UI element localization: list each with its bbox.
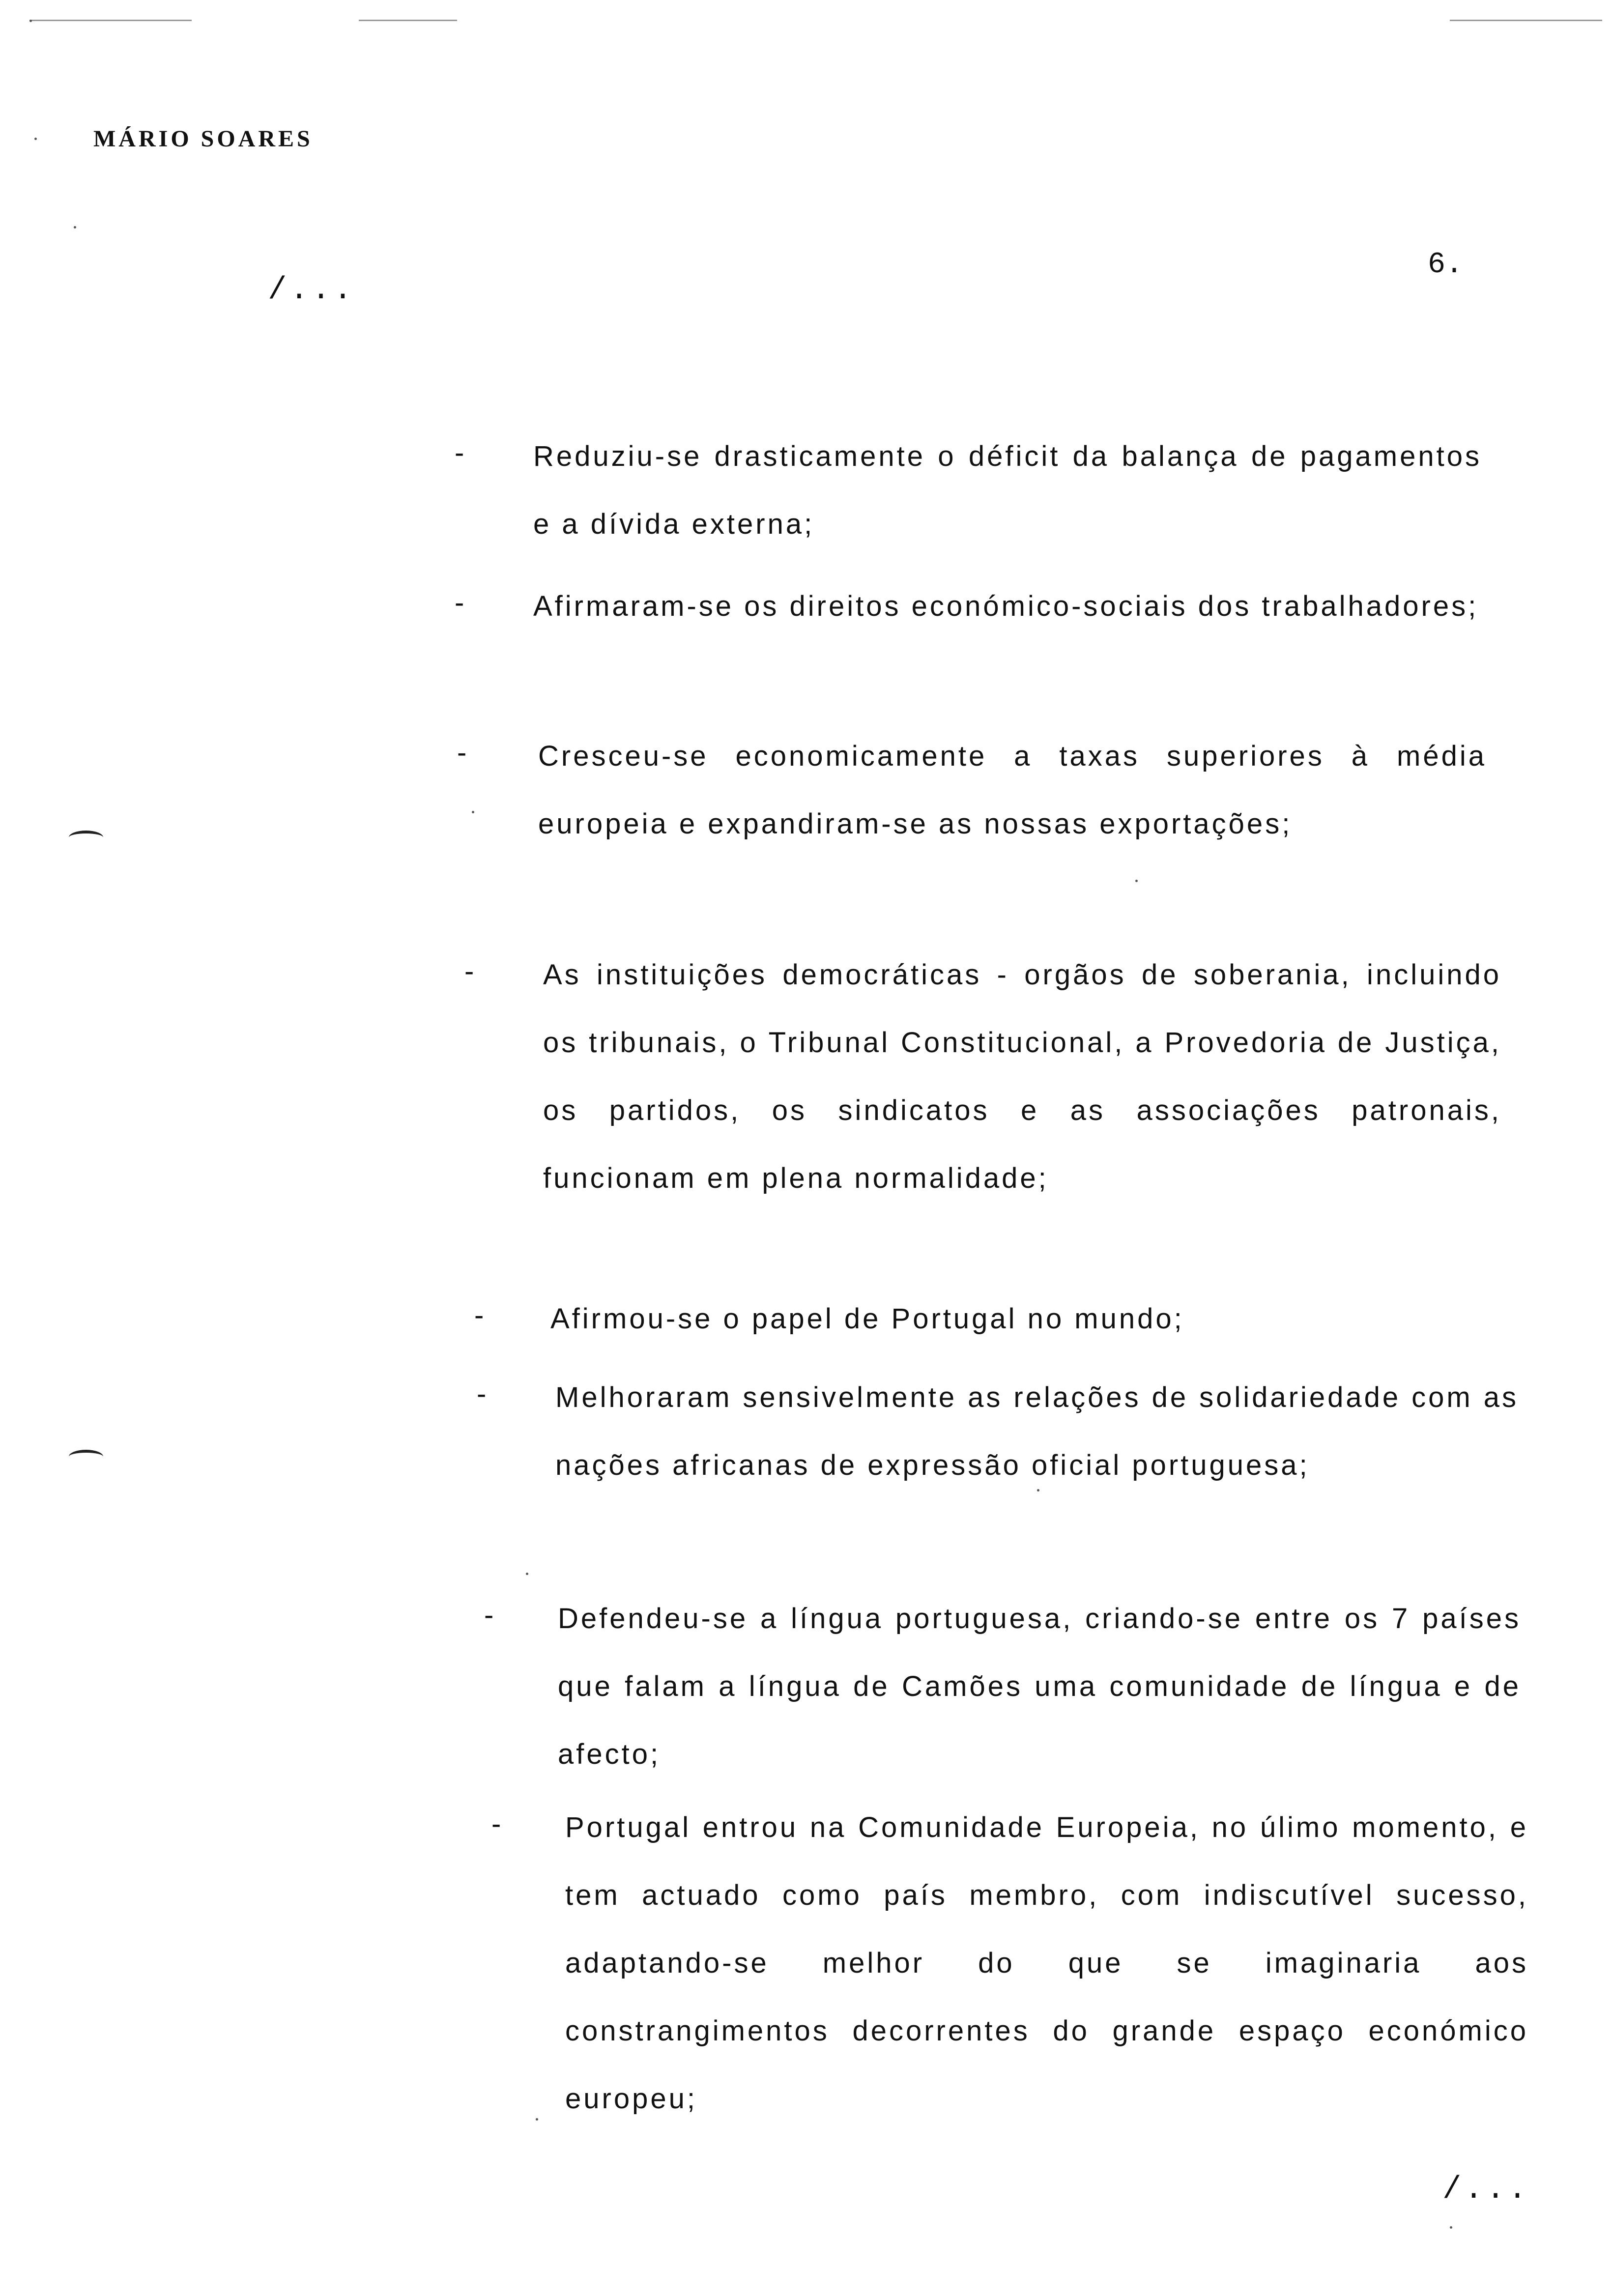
hole-punch-mark-upper <box>69 831 103 844</box>
list-item-text: Afirmou-se o papel de Portugal no mundo; <box>550 1303 1184 1335</box>
letterhead: MÁRIO SOARES <box>93 126 313 152</box>
list-item-text: Reduziu-se drasticamente o déficit da balança de pagamentos e a dívida externa; <box>533 440 1482 540</box>
list-item-text: As instituições democráticas - orgãos de soberania, incluindo os tribunais, o Tribunal Constitucional, a Provedoria de Justiça, os partidos, os sindicatos e as associações patronais, funcionam em plena normalidade; <box>543 959 1501 1194</box>
list-dash: - <box>477 1378 487 1410</box>
scan-speck <box>74 226 76 229</box>
list-dash: - <box>455 437 464 469</box>
scan-speck <box>1135 880 1138 882</box>
list-dash: - <box>464 955 474 987</box>
list-dash: - <box>474 1299 484 1331</box>
top-rule-middle <box>359 20 457 21</box>
list-item-text: Portugal entrou na Comunidade Europeia, no úlimo momento, e tem actuado como país membro, com indiscutível sucesso, adaptando-se melhor do que se imaginaria aos constrangimentos decorrentes do grande espaço económico europeu; <box>565 1811 1528 2115</box>
scan-speck <box>526 1573 528 1575</box>
scan-speck <box>1450 2226 1452 2229</box>
continuation-mark-bottom: /... <box>1442 2172 1530 2208</box>
scan-speck <box>536 2118 538 2121</box>
list-dash: - <box>455 587 464 619</box>
list-item-text: Cresceu-se economicamente a taxas superiores à média europeia e expandiram-se as nossas exportações; <box>538 740 1487 840</box>
page-number: 6. <box>1428 248 1464 282</box>
top-rule-right <box>1450 20 1602 21</box>
scan-speck <box>29 20 32 22</box>
list-dash: - <box>457 737 467 769</box>
top-rule-left <box>29 20 192 21</box>
list-dash: - <box>491 1808 501 1840</box>
scan-speck <box>34 138 37 140</box>
list-item-text: Afirmaram-se os direitos económico-sociais dos trabalhadores; <box>533 590 1479 622</box>
list-item-text: Melhoraram sensivelmente as relações de solidariedade com as nações africanas de expressão oficial portuguesa; <box>555 1381 1519 1481</box>
continuation-mark-top: /... <box>268 273 355 308</box>
hole-punch-mark-lower <box>69 1450 103 1464</box>
list-item-text: Defendeu-se a língua portuguesa, criando-se entre os 7 países que falam a língua de Camões uma comunidade de língua e de afecto; <box>558 1603 1521 1770</box>
scan-speck <box>472 811 474 813</box>
list-dash: - <box>484 1599 494 1631</box>
